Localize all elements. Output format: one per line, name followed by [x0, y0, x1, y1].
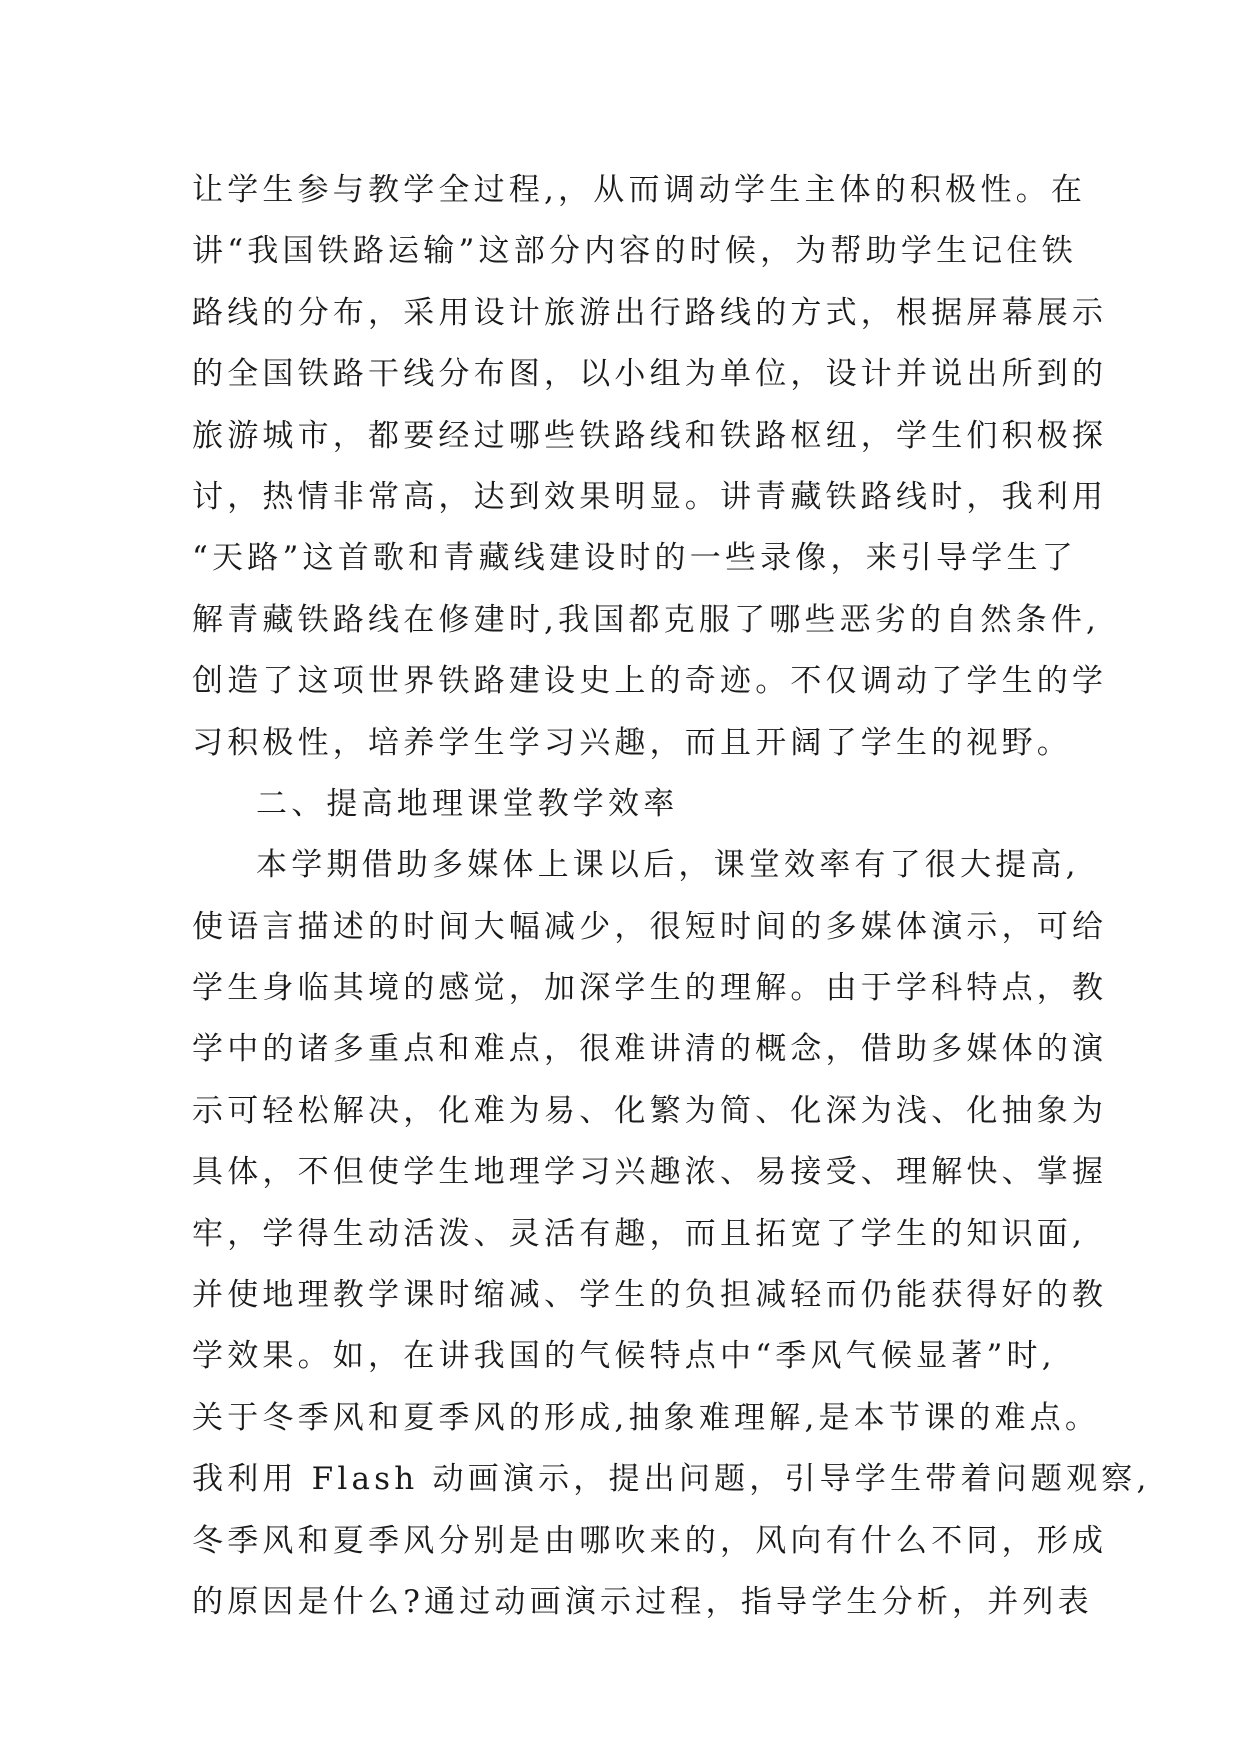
text-line: 示可轻松解决，化难为易、化繁为简、化深为浅、化抽象为: [192, 1092, 1108, 1129]
text-line: 具体，不但使学生地理学习兴趣浓、易接受、理解快、掌握: [192, 1154, 1108, 1191]
text-line: 路线的分布，采用设计旅游出行路线的方式，根据屏幕展示: [192, 294, 1108, 331]
text-line: 习积极性，培养学生学习兴趣，而且开阔了学生的视野。: [192, 724, 1072, 761]
paragraph-first-line: 本学期借助多媒体上课以后，课堂效率有了很大提高,: [256, 847, 1080, 884]
text-line: 解青藏铁路线在修建时,我国都克服了哪些恶劣的自然条件,: [192, 601, 1101, 638]
text-line: 让学生参与教学全过程,，从而调动学生主体的积极性。在: [192, 172, 1087, 208]
text-line: 我利用 Flash 动画演示，提出问题，引导学生带着问题观察,: [192, 1461, 1151, 1498]
text-line: 的原因是什么?通过动画演示过程，指导学生分析，并列表: [192, 1583, 1093, 1620]
text-line: 并使地理教学课时缩减、学生的负担减轻而仍能获得好的教: [192, 1277, 1108, 1314]
text-line: “天路”这首歌和青藏线建设时的一些录像，来引导学生了: [192, 540, 1077, 577]
text-line: 学效果。如，在讲我国的气候特点中“季风气候显著”时,: [192, 1338, 1056, 1375]
text-line: 讨，热情非常高，达到效果明显。讲青藏铁路线时，我利用: [192, 478, 1108, 515]
text-line: 学生身临其境的感觉，加深学生的理解。由于学科特点，教: [192, 970, 1108, 1007]
paragraph-first-line: 二、提高地理课堂教学效率: [256, 785, 679, 822]
text-line: 讲“我国铁路运输”这部分内容的时候，为帮助学生记住铁: [192, 233, 1077, 270]
text-line: 旅游城市，都要经过哪些铁路线和铁路枢纽，学生们积极探: [192, 417, 1108, 454]
text-line: 牢，学得生动活泼、灵活有趣，而且拓宽了学生的知识面,: [192, 1215, 1087, 1252]
text-line: 冬季风和夏季风分别是由哪吹来的，风向有什么不同，形成: [192, 1522, 1108, 1559]
text-line: 创造了这项世界铁路建设史上的奇迹。不仅调动了学生的学: [192, 663, 1108, 700]
text-line: 学中的诸多重点和难点，很难讲清的概念，借助多媒体的演: [192, 1031, 1108, 1068]
text-line: 关于冬季风和夏季风的形成,抽象难理解,是本节课的难点。: [192, 1399, 1101, 1436]
text-line: 使语言描述的时间大幅减少，很短时间的多媒体演示，可给: [192, 908, 1108, 945]
text-line: 的全国铁路干线分布图，以小组为单位，设计并说出所到的: [192, 356, 1108, 393]
body-text: [192, 160, 1151, 1633]
